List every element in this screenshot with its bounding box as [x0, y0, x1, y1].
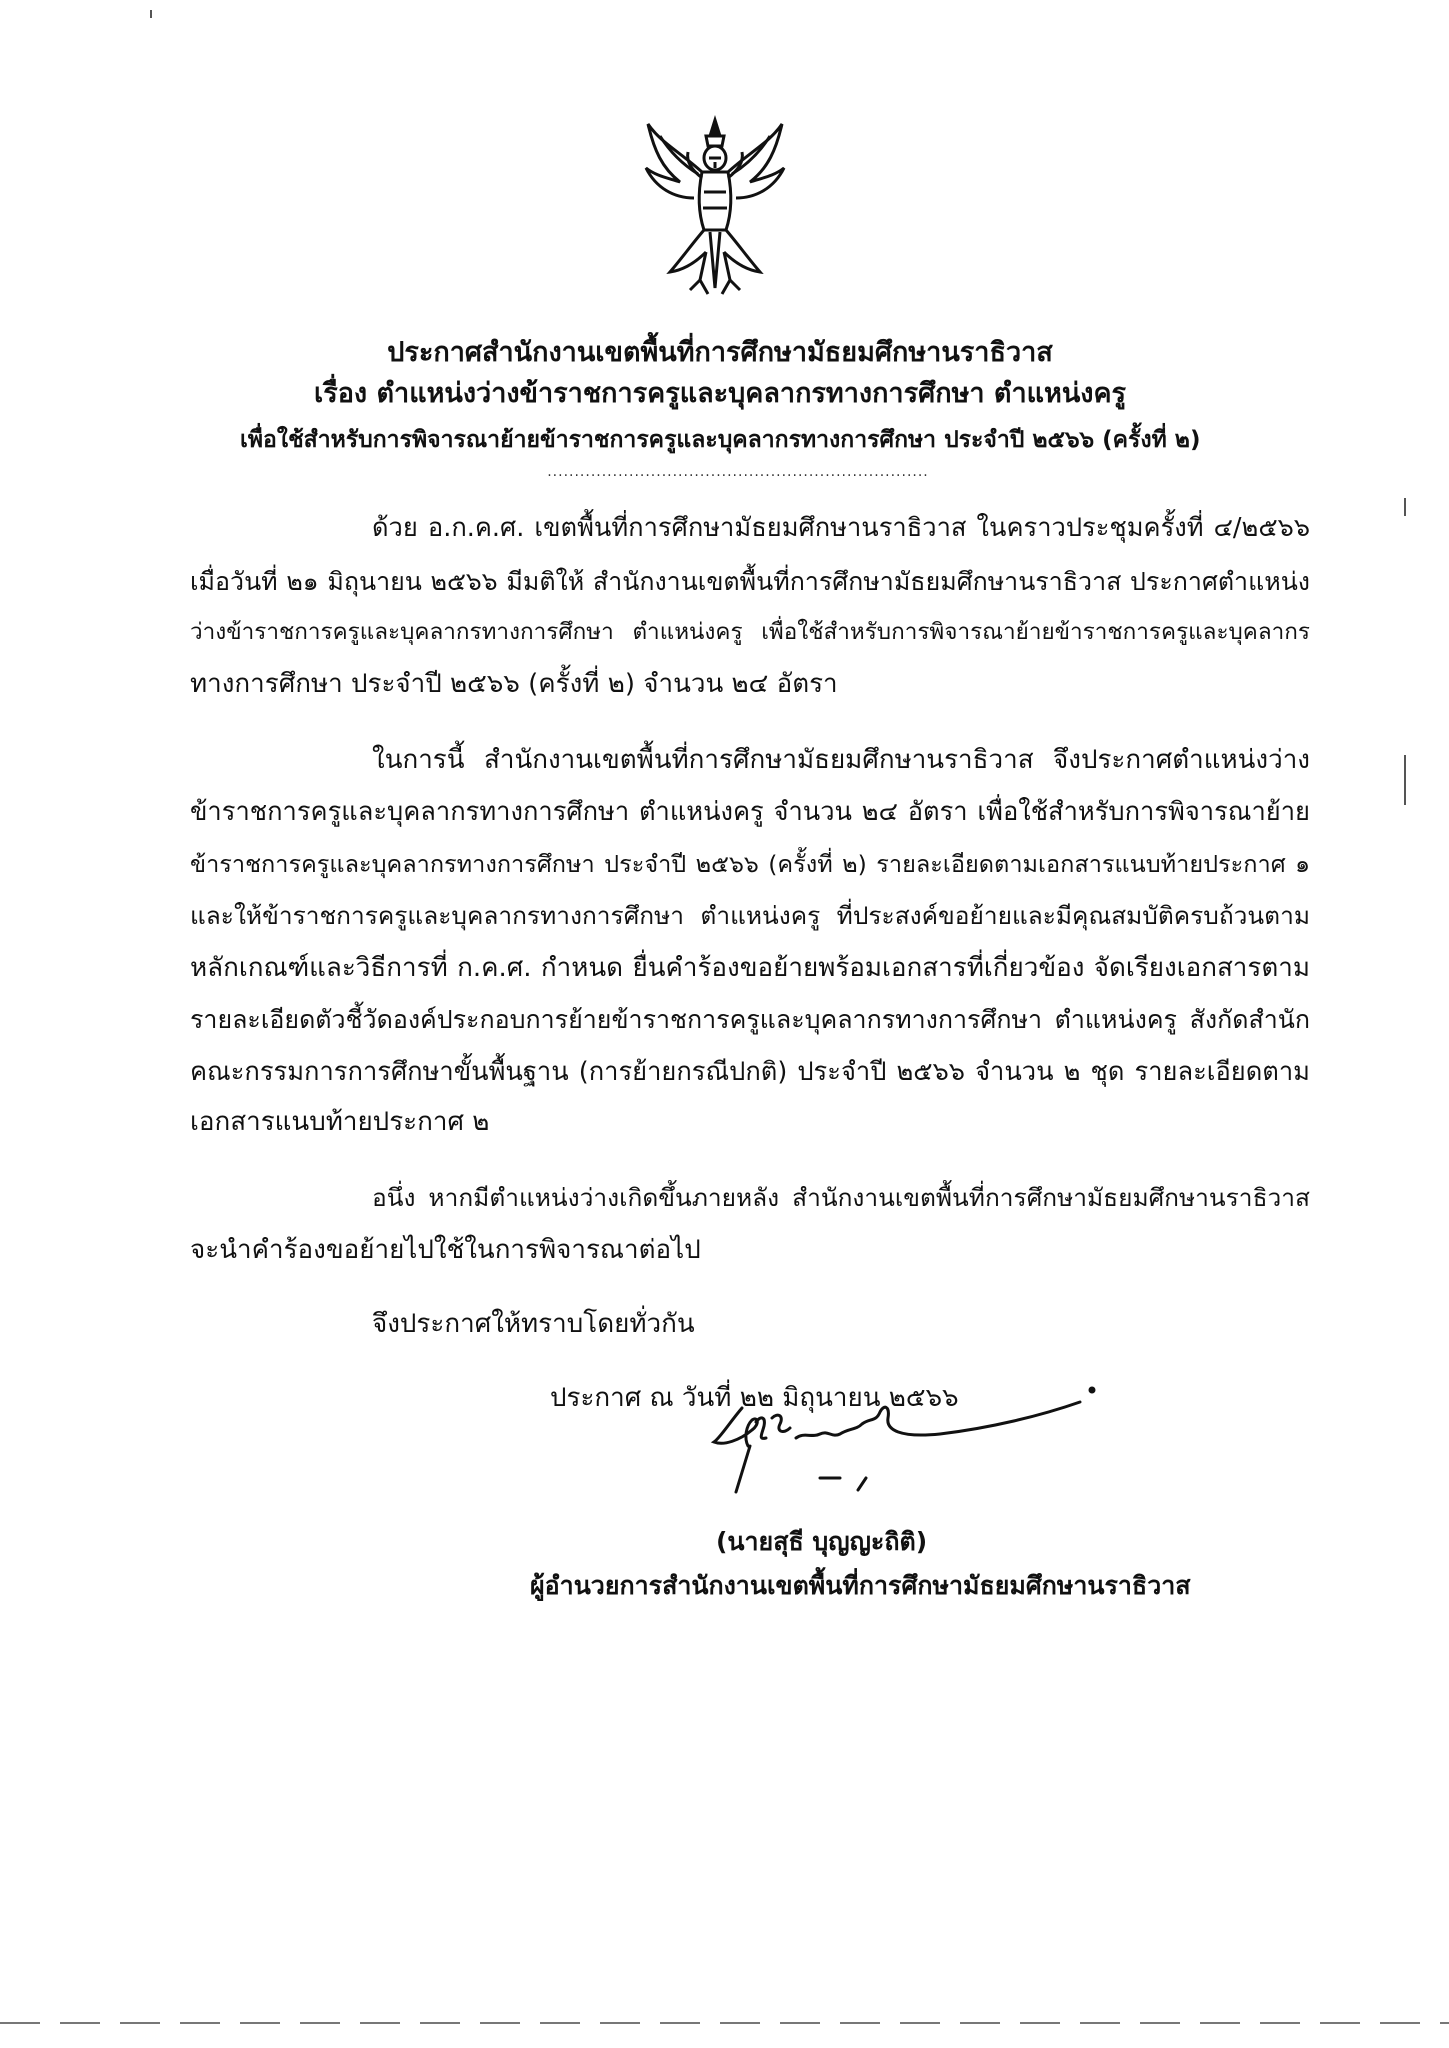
paragraph-1-line: ด้วย อ.ก.ค.ศ. เขตพื้นที่การศึกษามัธยมศึกษานราธิวาส ในคราวประชุมครั้งที่ ๔/๒๕๖๖	[372, 513, 1310, 543]
paragraph-1-line: เมื่อวันที่ ๒๑ มิถุนายน ๒๕๖๖ มีมติให้ สำนักงานเขตพื้นที่การศึกษามัธยมศึกษานราธิวาส ประกาศตำแหน่ง	[190, 567, 1310, 596]
scan-margin-mark	[150, 10, 152, 18]
paragraph-2-line: ข้าราชการครูและบุคลากรทางการศึกษา ตำแหน่งครู จำนวน ๒๔ อัตรา เพื่อใช้สำหรับการพิจารณาย้าย	[190, 797, 1310, 827]
announcement-subject: เรื่อง ตำแหน่งว่างข้าราชการครูและบุคลากรทางการศึกษา ตำแหน่งครู	[313, 378, 1127, 409]
garuda-emblem-icon	[640, 112, 790, 302]
paragraph-2-line: ในการนี้ สำนักงานเขตพื้นที่การศึกษามัธยมศึกษานราธิวาส จึงประกาศตำแหน่งว่าง	[372, 745, 1310, 775]
paragraph-2-line: เอกสารแนบท้ายประกาศ ๒	[190, 1107, 490, 1137]
scan-margin-mark	[1404, 755, 1406, 805]
announcement-date: ประกาศ ณ วันที่ ๒๒ มิถุนายน ๒๕๖๖	[550, 1383, 959, 1413]
paragraph-1-line: ว่างข้าราชการครูและบุคลากรทางการศึกษา ตำแหน่งครู เพื่อใช้สำหรับการพิจารณาย้ายข้าราชการครูและบุคลากร	[190, 619, 1310, 645]
paragraph-3-line: จะนำคำร้องขอย้ายไปใช้ในการพิจารณาต่อไป	[190, 1235, 701, 1265]
paragraph-3-line: อนึ่ง หากมีตำแหน่งว่างเกิดขึ้นภายหลัง สำนักงานเขตพื้นที่การศึกษามัธยมศึกษานราธิวาส	[372, 1183, 1310, 1212]
announcement-title: ประกาศสำนักงานเขตพื้นที่การศึกษามัธยมศึกษานราธิวาส	[387, 337, 1053, 368]
paragraph-2-line: คณะกรรมการการศึกษาขั้นพื้นฐาน (การย้ายกรณีปกติ) ประจำปี ๒๕๖๖ จำนวน ๒ ชุด รายละเอียดตาม	[190, 1057, 1310, 1087]
paragraph-1-line: ทางการศึกษา ประจำปี ๒๕๖๖ (ครั้งที่ ๒) จำนวน ๒๔ อัตรา	[190, 669, 838, 699]
signatory-title: ผู้อำนวยการสำนักงานเขตพื้นที่การศึกษามัธยมศึกษานราธิวาส	[530, 1571, 1191, 1600]
closing-statement: จึงประกาศให้ทราบโดยทั่วกัน	[372, 1309, 695, 1339]
signatory-name: (นายสุธี บุญญะถิติ)	[716, 1527, 928, 1556]
paragraph-2-line: หลักเกณฑ์และวิธีการที่ ก.ค.ศ. กำหนด ยื่นคำร้องขอย้ายพร้อมเอกสารที่เกี่ยวข้อง จัดเรียงเอกสารตาม	[190, 953, 1310, 983]
announcement-purpose: เพื่อใช้สำหรับการพิจารณาย้ายข้าราชการครูและบุคลากรทางการศึกษา ประจำปี ๒๕๖๖ (ครั้งที่ ๒)	[240, 427, 1201, 453]
scan-margin-mark	[1404, 498, 1406, 516]
handwritten-signature	[700, 1382, 1100, 1512]
separator-dots: ......................................................................	[547, 464, 929, 480]
scan-footer-line	[0, 2022, 1449, 2024]
paragraph-2-line: และให้ข้าราชการครูและบุคลากรทางการศึกษา ตำแหน่งครู ที่ประสงค์ขอย้ายและมีคุณสมบัติครบถ้วนตาม	[190, 901, 1310, 930]
paragraph-2-line: ข้าราชการครูและบุคลากรทางการศึกษา ประจำปี ๒๕๖๖ (ครั้งที่ ๒) รายละเอียดตามเอกสารแนบท้ายประกาศ ๑	[190, 850, 1310, 878]
paragraph-2-line: รายละเอียดตัวชี้วัดองค์ประกอบการย้ายข้าราชการครูและบุคลากรทางการศึกษา ตำแหน่งครู สังกัดสำนัก	[190, 1005, 1310, 1034]
